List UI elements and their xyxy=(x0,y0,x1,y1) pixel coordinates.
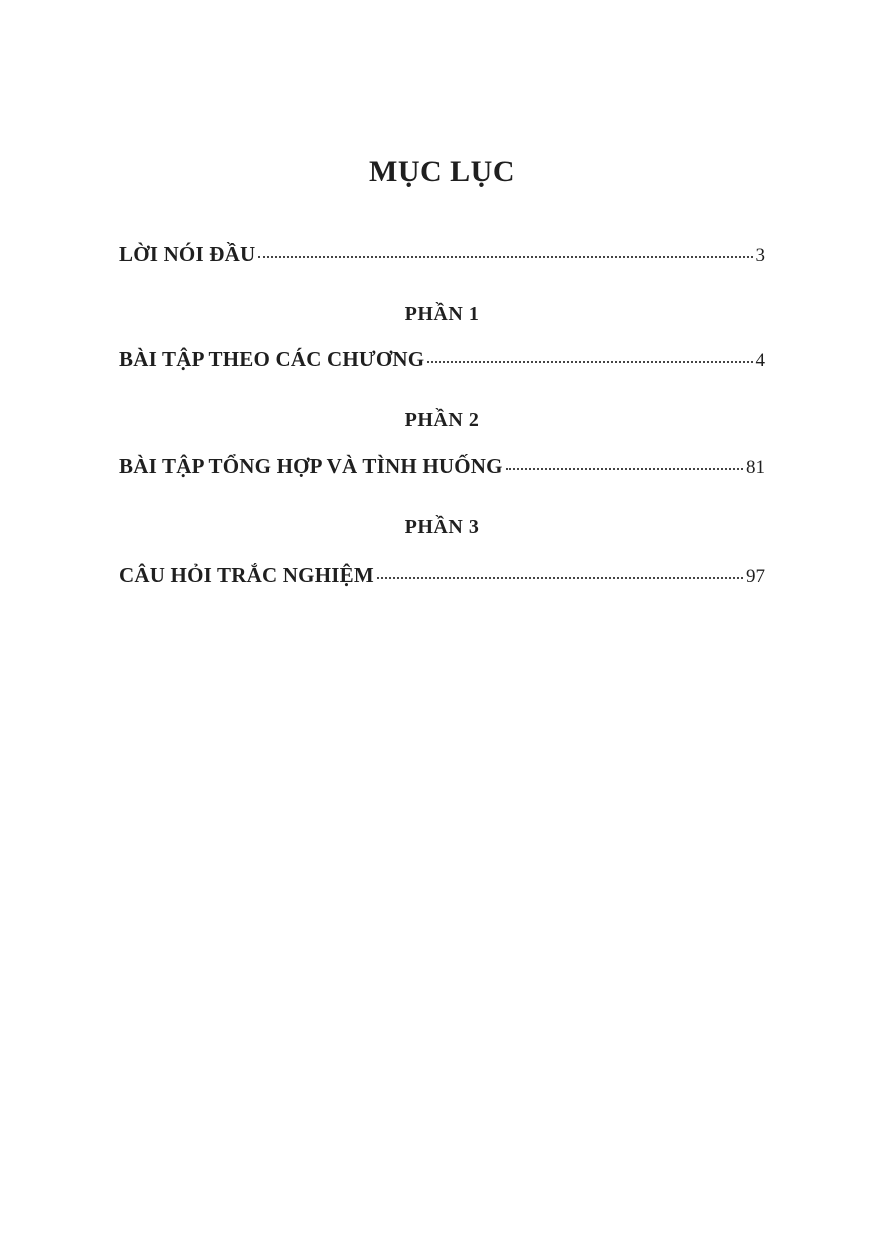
toc-entry-preface[interactable] xyxy=(119,240,765,268)
toc-entry-page-number: 3 xyxy=(755,245,765,266)
toc-entry-page-number: 97 xyxy=(746,566,765,587)
toc-entry-multiple-choice[interactable] xyxy=(119,561,765,589)
toc-entry-summary-exercises[interactable] xyxy=(119,452,765,480)
toc-entry-label: BÀI TẬP TỔNG HỢP VÀ TÌNH HUỐNG xyxy=(119,454,503,478)
dot-leader xyxy=(427,361,752,363)
page-title: MỤC LỤC xyxy=(369,155,515,188)
toc-entry-label: LỜI NÓI ĐẦU xyxy=(119,242,256,266)
part-heading-2: PHẦN 2 xyxy=(404,409,480,431)
toc-entry-page-number: 4 xyxy=(755,350,765,371)
toc-entry-label: CÂU HỎI TRẮC NGHIỆM xyxy=(119,563,374,587)
dot-leader xyxy=(506,468,743,470)
toc-entry-label: BÀI TẬP THEO CÁC CHƯƠNG xyxy=(119,347,425,371)
dot-leader xyxy=(377,577,743,579)
toc-entry-page-number: 81 xyxy=(746,457,765,478)
dot-leader xyxy=(258,256,752,258)
part-heading-3: PHẦN 3 xyxy=(404,516,480,538)
toc-entry-chapter-exercises[interactable] xyxy=(119,345,765,373)
part-heading-1: PHẦN 1 xyxy=(404,303,480,325)
